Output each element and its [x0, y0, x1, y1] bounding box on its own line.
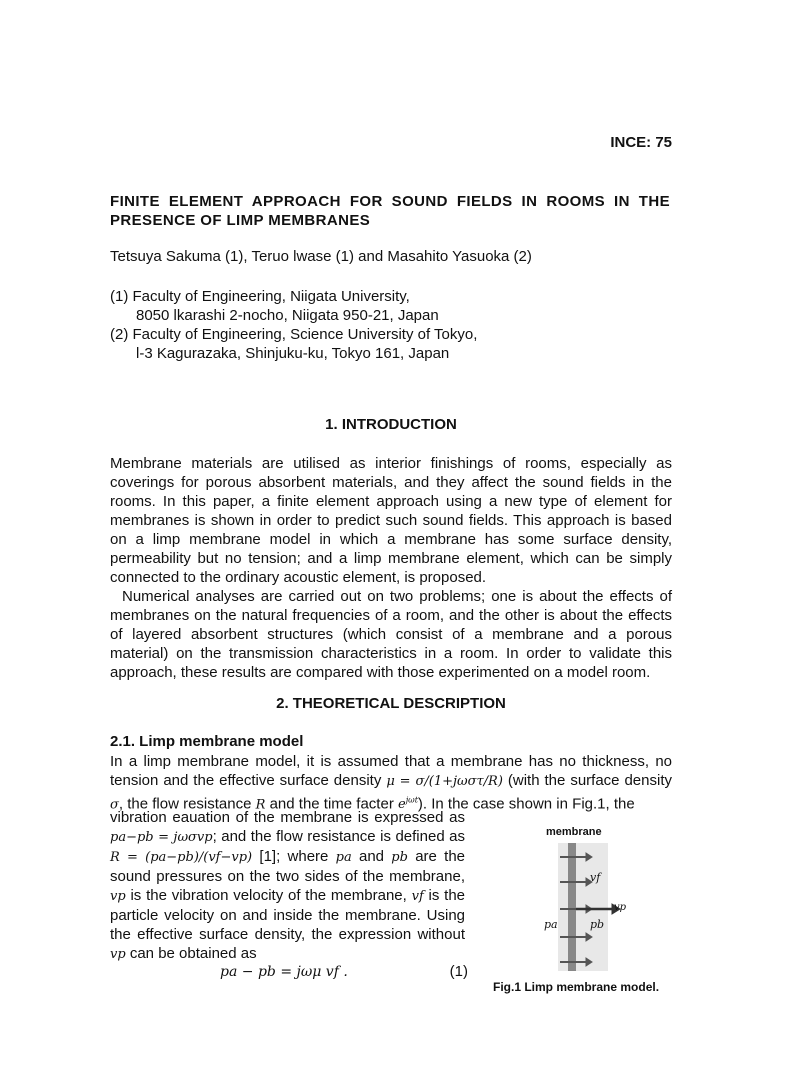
figure-label-membrane: membrane: [546, 826, 602, 838]
affiliation-1: (1) Faculty of Engineering, Niigata University,: [110, 288, 410, 305]
equation-1-body: pa − pb = jωμ vf .: [220, 964, 348, 980]
section-heading-introduction: 1. INTRODUCTION: [325, 416, 457, 433]
figure-caption: Fig.1 Limp membrane model.: [493, 980, 660, 994]
membrane-background: [558, 843, 608, 971]
affiliation-1-address: 8050 lkarashi 2-nocho, Niigata 950-21, Japan: [136, 307, 439, 324]
equation-1: [220, 963, 468, 980]
flow-resistance-definition: R = (pa−pb)/(vf−vp): [110, 850, 253, 865]
introduction-paragraph-1: Membrane materials are utilised as interior finishings of rooms, especially as coverings for porous absorbent materials, and they affect the sound fields in the rooms. In this paper, a finite element approach using a new type of element for membranes is shown in order to predict such sound fields. This approach is based on a limp membrane model in which a membrane has some surface density, permeability but no tension; and a limp membrane element, which can be simply connected to the ordinary acoustic element, is proposed.: [110, 455, 672, 586]
r-symbol: R: [255, 797, 266, 813]
vibration-equation-inline: pa−pb = jωσvp: [110, 830, 213, 845]
introduction-paragraph-2: Numerical analyses are carried out on two problems; one is about the effects of membranes on the natural frequencies of a room, and the other is about the effects of layered absorbent structures (which consist of a membrane and a porous material) on the transmission characteristics in a room. In order to validate this approach, these results are compared with those experimented on a model room.: [110, 588, 672, 681]
paper-title: FINITE ELEMENT APPROACH FOR SOUND FIELDS IN ROOMS IN THE PRESENCE OF LIMP MEMBRANES: [110, 193, 670, 229]
membrane-layer: [568, 843, 576, 971]
equation-1-number: (1): [449, 963, 468, 980]
time-factor: $e^{j\omega t}$: [397, 796, 418, 813]
affiliation-2-address: l-3 Kagurazaka, Shinjuku-ku, Tokyo 161, Japan: [136, 345, 450, 362]
affiliations: [110, 287, 477, 363]
sigma-symbol: σ: [110, 797, 119, 813]
figure-label-pb: pb: [590, 918, 605, 931]
figure-label-pa: pa: [544, 918, 558, 931]
introduction-body: [110, 454, 672, 682]
limp-membrane-narrow-text: vibration eauation of the membrane is expressed as pa−pb = jωσvp; and the flow resistance is defined as R = (pa−pb)/(vf−vp) [1]; where pa and pb are the sound pressures on the two sides of the membrane, vp is the vibration velocity of the membrane, vf is the particle velocity on and inside the membrane. Using the effective surface density, the expression without vp can be obtained as: [110, 809, 466, 962]
subsection-heading-limp-membrane: 2.1. Limp membrane model: [110, 733, 304, 750]
figure-label-vf: vf: [590, 871, 601, 884]
section-heading-theory: 2. THEORETICAL DESCRIPTION: [276, 695, 506, 712]
mu-expression: μ = σ/(1+jωστ/R): [386, 774, 503, 789]
figure-label-vp: vp: [614, 902, 627, 913]
limp-membrane-intro-text: In a limp membrane model, it is assumed that a membrane has no thickness, no tension and the effective surface density μ = σ/(1+jωστ/R) (with the surface density σ, the flow resistance R and the time facter $e^{j\omega t}$). In the case shown in Fig.1, the: [110, 753, 672, 813]
paper-id: INCE: 75: [610, 134, 672, 151]
affiliation-2: (2) Faculty of Engineering, Science University of Tokyo,: [110, 326, 478, 343]
author-list: Tetsuya Sakuma (1), Teruo lwase (1) and Masahito Yasuoka (2): [110, 248, 532, 265]
